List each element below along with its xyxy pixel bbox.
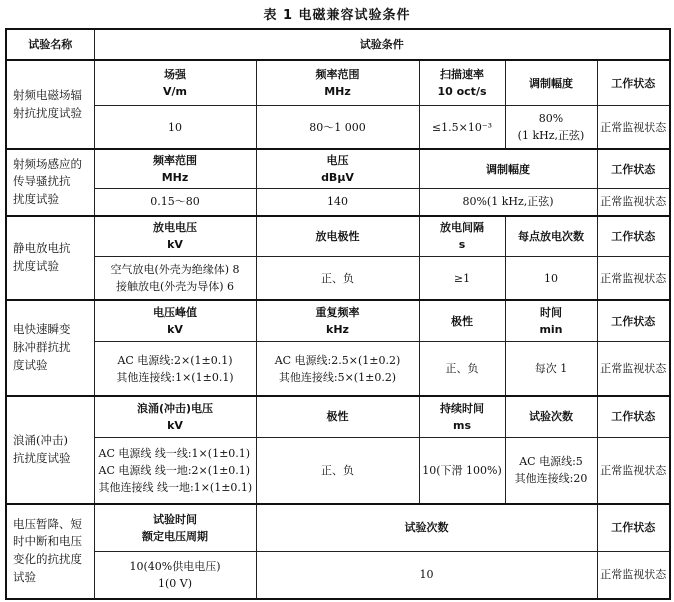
esd-count-value: 10 bbox=[505, 257, 597, 301]
table-row bbox=[6, 551, 670, 599]
dips-time-label: 试验时间 额定电压周期 bbox=[94, 504, 256, 552]
emc-test-conditions-table bbox=[5, 28, 671, 600]
esd-count-label: 每点放电次数 bbox=[505, 216, 597, 257]
header-test-conditions: 试验条件 bbox=[94, 29, 670, 60]
table-row bbox=[6, 60, 670, 106]
eft-time-value: 每次 1 bbox=[505, 342, 597, 396]
esd-polarity-label: 放电极性 bbox=[256, 216, 419, 257]
esd-volt-label: 放电电压 kV bbox=[94, 216, 256, 257]
eft-name: 电快速瞬变 脉冲群抗扰 度试验 bbox=[6, 300, 94, 395]
rf-radiated-mod-value: 80% (1 kHz,正弦) bbox=[505, 106, 597, 150]
rf-radiated-field-label: 场强 V/m bbox=[94, 60, 256, 106]
table-row bbox=[6, 342, 670, 396]
rf-conducted-freq-value: 0.15～80 bbox=[94, 189, 256, 216]
table-row bbox=[6, 216, 670, 257]
eft-rep-label: 重复频率 kHz bbox=[256, 300, 419, 341]
table-row bbox=[6, 106, 670, 150]
rf-conducted-state-value: 正常监视状态 bbox=[597, 189, 670, 216]
surge-duration-value: 10(下滑 100%) bbox=[419, 437, 505, 503]
dips-count-value: 10 bbox=[256, 551, 597, 599]
eft-peak-label: 电压峰值 kV bbox=[94, 300, 256, 341]
esd-name: 静电放电抗 扰度试验 bbox=[6, 216, 94, 301]
rf-radiated-state-value: 正常监视状态 bbox=[597, 106, 670, 150]
eft-state-value: 正常监视状态 bbox=[597, 342, 670, 396]
rf-conducted-volt-label: 电压 dBμV bbox=[256, 149, 419, 188]
rf-conducted-mod-value: 80%(1 kHz,正弦) bbox=[419, 189, 597, 216]
esd-state-label: 工作状态 bbox=[597, 216, 670, 257]
table-header-row bbox=[6, 29, 670, 60]
esd-state-value: 正常监视状态 bbox=[597, 257, 670, 301]
dips-state-value: 正常监视状态 bbox=[597, 551, 670, 599]
eft-polarity-value: 正、负 bbox=[419, 342, 505, 396]
rf-radiated-field-value: 10 bbox=[94, 106, 256, 150]
table-row bbox=[6, 189, 670, 216]
surge-name: 浪涌(冲击) 抗扰度试验 bbox=[6, 396, 94, 504]
rf-conducted-volt-value: 140 bbox=[256, 189, 419, 216]
surge-volt-value: AC 电源线 线一线:1×(1±0.1) AC 电源线 线一地:2×(1±0.1) 其他连接线 线一地:1×(1±0.1) bbox=[94, 437, 256, 503]
rf-radiated-state-label: 工作状态 bbox=[597, 60, 670, 106]
rf-conducted-freq-label: 频率范围 MHz bbox=[94, 149, 256, 188]
surge-count-value: AC 电源线:5 其他连接线:20 bbox=[505, 437, 597, 503]
eft-time-label: 时间 min bbox=[505, 300, 597, 341]
esd-interval-label: 放电间隔 s bbox=[419, 216, 505, 257]
dips-count-label: 试验次数 bbox=[256, 504, 597, 552]
rf-conducted-name: 射频场感应的 传导骚扰抗 扰度试验 bbox=[6, 149, 94, 215]
surge-count-label: 试验次数 bbox=[505, 396, 597, 437]
header-test-name: 试验名称 bbox=[6, 29, 94, 60]
table-row bbox=[6, 437, 670, 503]
table-row bbox=[6, 504, 670, 552]
eft-rep-value: AC 电源线:2.5×(1±0.2) 其他连接线:5×(1±0.2) bbox=[256, 342, 419, 396]
surge-state-value: 正常监视状态 bbox=[597, 437, 670, 503]
rf-radiated-mod-label: 调制幅度 bbox=[505, 60, 597, 106]
rf-radiated-name: 射频电磁场辐 射抗扰度试验 bbox=[6, 60, 94, 149]
rf-conducted-state-label: 工作状态 bbox=[597, 149, 670, 188]
table-row bbox=[6, 257, 670, 301]
table-caption: 表 1 电磁兼容试验条件 bbox=[263, 8, 411, 23]
esd-interval-value: ≥1 bbox=[419, 257, 505, 301]
surge-polarity-label: 极性 bbox=[256, 396, 419, 437]
rf-radiated-sweep-value: ≤1.5×10⁻³ bbox=[419, 106, 505, 150]
table-row bbox=[6, 300, 670, 341]
dips-state-label: 工作状态 bbox=[597, 504, 670, 552]
esd-volt-value: 空气放电(外壳为绝缘体) 8 接触放电(外壳为导体) 6 bbox=[94, 257, 256, 301]
table-row bbox=[6, 149, 670, 188]
rf-conducted-mod-label: 调制幅度 bbox=[419, 149, 597, 188]
surge-duration-label: 持续时间 ms bbox=[419, 396, 505, 437]
esd-polarity-value: 正、负 bbox=[256, 257, 419, 301]
surge-polarity-value: 正、负 bbox=[256, 437, 419, 503]
eft-state-label: 工作状态 bbox=[597, 300, 670, 341]
table-row bbox=[6, 396, 670, 437]
eft-peak-value: AC 电源线:2×(1±0.1) 其他连接线:1×(1±0.1) bbox=[94, 342, 256, 396]
rf-radiated-freq-value: 80～1 000 bbox=[256, 106, 419, 150]
surge-state-label: 工作状态 bbox=[597, 396, 670, 437]
dips-time-value: 10(40%供电电压) 1(0 V) bbox=[94, 551, 256, 599]
rf-radiated-sweep-label: 扫描速率 10 oct/s bbox=[419, 60, 505, 106]
rf-radiated-freq-label: 频率范围 MHz bbox=[256, 60, 419, 106]
eft-polarity-label: 极性 bbox=[419, 300, 505, 341]
surge-volt-label: 浪涌(冲击)电压 kV bbox=[94, 396, 256, 437]
dips-name: 电压暂降、短 时中断和电压 变化的抗扰度 试验 bbox=[6, 504, 94, 599]
